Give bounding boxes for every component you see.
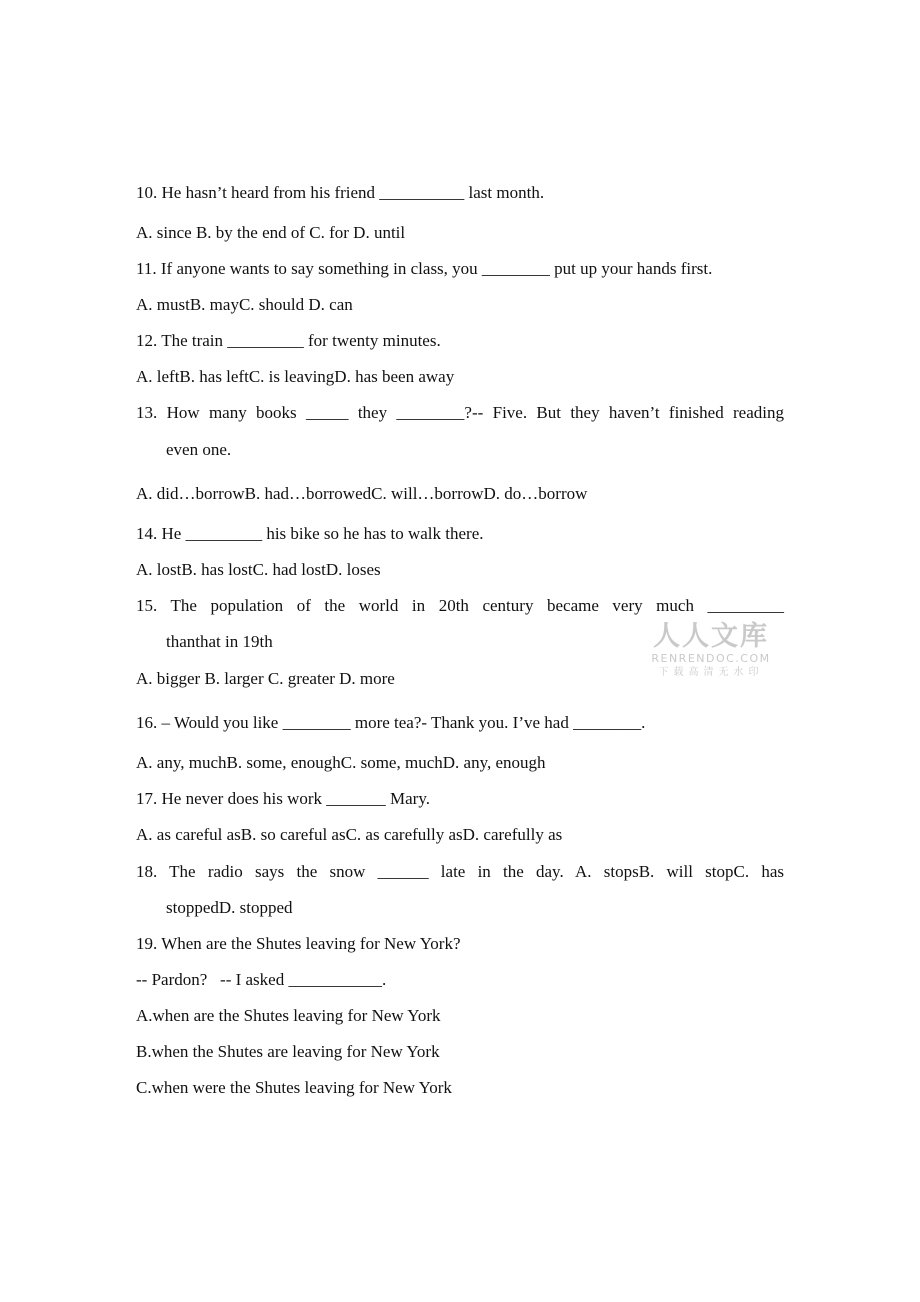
question-19-dialogue: -- Pardon? -- I asked ___________. xyxy=(136,970,387,989)
question-10: 10. He hasn’t heard from his friend __________ last month. xyxy=(136,183,545,202)
question-18: 18. The radio says the snow ______ late in the day. A. stopsB. will stopC. has xyxy=(136,862,784,881)
watermark-subtitle: 下载高清无水印 xyxy=(658,667,764,678)
watermark-url: RENRENDOC.COM xyxy=(651,652,771,665)
question-11-options: A. mustB. mayC. should D. can xyxy=(136,295,353,314)
question-10-options: A. since B. by the end of C. for D. until xyxy=(136,223,406,242)
question-13: 13. How many books _____ they ________?-- Five. But they haven’t finished reading xyxy=(136,403,784,422)
watermark-logo xyxy=(646,622,776,680)
question-15-continued: thanthat in 19th xyxy=(166,632,273,651)
question-17-options: A. as careful asB. so careful asC. as carefully asD. carefully as xyxy=(136,825,563,844)
question-12: 12. The train _________ for twenty minutes. xyxy=(136,331,441,350)
question-19: 19. When are the Shutes leaving for New York? xyxy=(136,934,461,953)
question-14-options: A. lostB. has lostC. had lostD. loses xyxy=(136,560,381,579)
question-13-continued: even one. xyxy=(166,440,232,459)
question-16: 16. – Would you like ________ more tea?- Thank you. I’ve had ________. xyxy=(136,713,646,732)
question-16-options: A. any, muchB. some, enoughC. some, muchD. any, enough xyxy=(136,753,546,772)
question-15-options: A. bigger B. larger C. greater D. more xyxy=(136,669,395,688)
watermark-logo-text: 人人文库 xyxy=(653,621,769,652)
question-14: 14. He _________ his bike so he has to walk there. xyxy=(136,524,484,543)
question-19-option-b: B.when the Shutes are leaving for New York xyxy=(136,1042,440,1061)
question-17: 17. He never does his work _______ Mary. xyxy=(136,789,430,808)
question-15: 15. The population of the world in 20th century became very much _________ xyxy=(136,596,784,615)
question-19-option-c: C.when were the Shutes leaving for New York xyxy=(136,1078,452,1097)
question-11: 11. If anyone wants to say something in class, you ________ put up your hands first. xyxy=(136,259,713,278)
question-13-options: A. did…borrowB. had…borrowedC. will…borrowD. do…borrow xyxy=(136,484,588,503)
question-18-continued: stoppedD. stopped xyxy=(166,898,293,917)
question-19-option-a: A.when are the Shutes leaving for New York xyxy=(136,1006,441,1025)
question-12-options: A. leftB. has leftC. is leavingD. has been away xyxy=(136,367,455,386)
